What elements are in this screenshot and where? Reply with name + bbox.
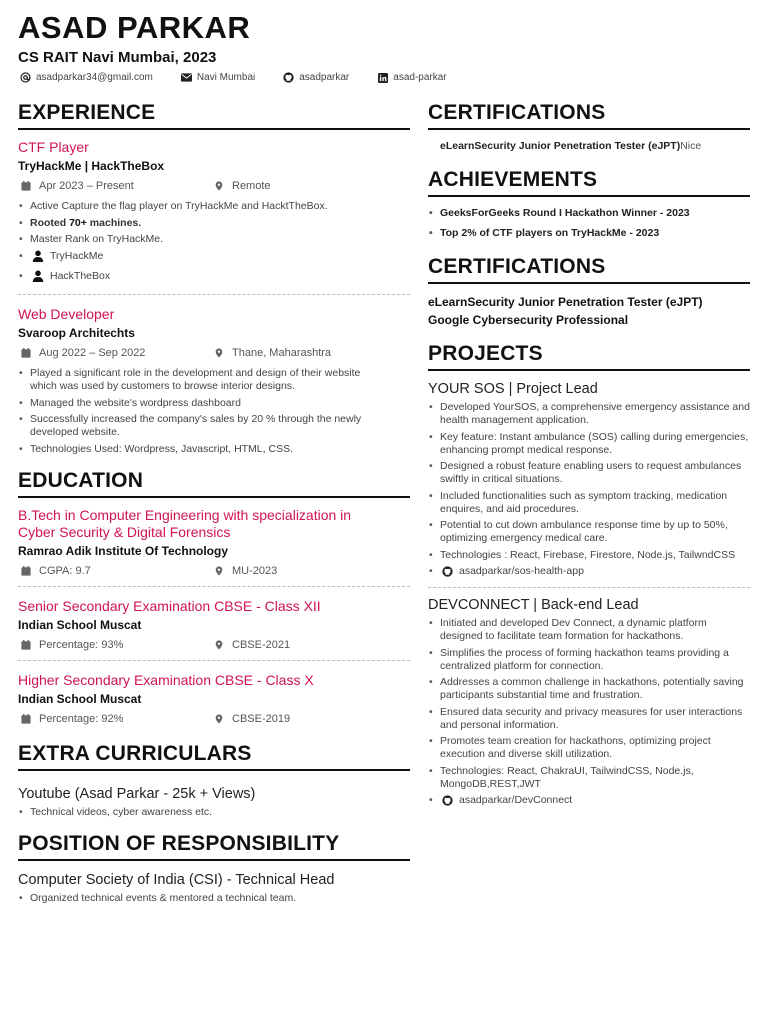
list-item: • Active Capture the flag player on TryHackMe and HacktTheBox. xyxy=(18,200,410,213)
certification-item: Google Cybersecurity Professional xyxy=(428,313,629,327)
list-item: • GeeksForGeeks Round I Hackathon Winner - 2023 xyxy=(428,206,750,220)
profile-link-tryhackme[interactable]: • TryHackMe xyxy=(18,250,410,267)
project-bullets xyxy=(428,617,750,810)
divider xyxy=(18,660,410,661)
education-meta xyxy=(18,638,410,652)
list-item: • Organized technical events & mentored a technical team. xyxy=(18,892,410,905)
calendar-icon xyxy=(21,181,31,191)
mail-icon xyxy=(181,72,192,83)
divider xyxy=(18,586,410,587)
contact-email-text: asadparkar34@gmail.com xyxy=(36,72,153,83)
extra-curriculars-heading: EXTRA CURRICULARS xyxy=(18,741,410,771)
education-board: MU-2023 xyxy=(232,564,278,577)
experience-location: Remote xyxy=(232,180,271,192)
experience-date: Apr 2023 – Present xyxy=(39,180,134,192)
achievements-list xyxy=(428,206,750,240)
list-item: • Rooted 70+ machines. xyxy=(18,217,410,230)
education-board: CBSE-2019 xyxy=(232,712,291,725)
location-pin-icon xyxy=(214,348,224,358)
certification-item: eLearnSecurity Junior Penetration Tester (eJPT)Nice xyxy=(440,140,702,152)
certification-item: eLearnSecurity Junior Penetration Tester (eJPT) xyxy=(428,295,703,309)
list-item: • Potential to cut down ambulance response time by up to 50%, optimizing emergency medical care. xyxy=(428,519,750,545)
education-score: Percentage: 92% xyxy=(39,712,124,725)
contact-location-text: Navi Mumbai xyxy=(196,72,256,83)
contact-bar xyxy=(20,72,475,83)
github-icon xyxy=(283,72,294,83)
projects-heading: PROJECTS xyxy=(428,341,750,371)
education-institution: Indian School Muscat xyxy=(18,617,142,632)
divider xyxy=(428,587,750,588)
location-pin-icon xyxy=(214,640,224,650)
list-item: • Managed the website's wordpress dashboard xyxy=(18,397,410,410)
education-institution: Ramrao Adik Institute Of Technology xyxy=(18,543,229,558)
education-degree: Higher Secondary Examination CBSE - Class X xyxy=(18,671,314,688)
candidate-subtitle: CS RAIT Navi Mumbai, 2023 xyxy=(18,49,217,66)
certifications-heading: CERTIFICATIONS xyxy=(428,100,750,130)
education-score: Percentage: 93% xyxy=(39,638,124,651)
list-item: • Included functionalities such as symptom tracking, medication enquires, and aid procedures. xyxy=(428,490,750,516)
responsibility-item-title: Computer Society of India (CSI) - Technical Head xyxy=(18,871,335,888)
list-item: • Top 2% of CTF players on TryHackMe - 2023 xyxy=(428,226,750,240)
experience-role: CTF Player xyxy=(18,139,89,155)
education-institution: Indian School Muscat xyxy=(18,691,142,706)
education-heading: EDUCATION xyxy=(18,468,410,498)
responsibility-bullets xyxy=(18,892,410,905)
user-icon xyxy=(32,250,44,262)
experience-date: Aug 2022 – Sep 2022 xyxy=(39,347,146,359)
list-item: • Technologies : React, Firebase, Firestore, Node.js, TailwndCSS xyxy=(428,549,750,562)
list-item: • Technologies: React, ChakraUI, TailwindCSS, Node.js, MongoDB,REST,JWT xyxy=(428,765,750,791)
divider xyxy=(18,294,410,295)
list-item: • Key feature: Instant ambulance (SOS) calling during emergencies, enhancing prompt medical response. xyxy=(428,431,750,457)
location-pin-icon xyxy=(214,714,224,724)
project-entry xyxy=(428,596,750,810)
experience-location: Thane, Maharashtra xyxy=(232,347,332,359)
github-icon xyxy=(442,566,453,577)
experience-org: Svaroop Architechts xyxy=(18,326,135,340)
experience-meta xyxy=(18,346,410,360)
experience-meta xyxy=(18,179,410,193)
education-entry xyxy=(18,672,410,726)
education-degree: Senior Secondary Examination CBSE - Class XII xyxy=(18,597,321,614)
calendar-icon xyxy=(21,348,31,358)
right-column xyxy=(428,100,750,814)
education-entry xyxy=(18,507,410,578)
list-item: • Played a significant role in the development and design of their website which was used by customers to browse interior designs. xyxy=(18,367,410,393)
location-pin-icon xyxy=(214,566,224,576)
list-item: • Initiated and developed Dev Connect, a dynamic platform designed to facilitate team formation for hackathons. xyxy=(428,617,750,643)
education-score: CGPA: 9.7 xyxy=(39,564,91,577)
education-degree: B.Tech in Computer Engineering with specialization in Cyber Security & Digital Forensics xyxy=(18,506,352,540)
list-item: • Successfully increased the company's sales by 20 % through the newly developed website. xyxy=(18,413,410,439)
profile-link-hackthebox[interactable]: • HackTheBox xyxy=(18,270,410,287)
responsibility-heading: POSITION OF RESPONSIBILITY xyxy=(18,831,410,861)
project-repo-link[interactable]: • asadparkar/sos-health-app xyxy=(428,565,750,581)
project-title: DEVCONNECT | Back-end Lead xyxy=(428,597,639,613)
at-icon xyxy=(20,72,31,83)
contact-linkedin-text: asad-parkar xyxy=(393,72,447,83)
candidate-name: ASAD PARKAR xyxy=(18,10,251,45)
extra-bullets xyxy=(18,806,410,819)
experience-entry xyxy=(18,306,410,456)
experience-bullets xyxy=(18,200,410,286)
experience-bullets xyxy=(18,367,410,456)
contact-email[interactable] xyxy=(20,72,153,83)
contact-linkedin[interactable] xyxy=(377,72,446,83)
list-item: • Addresses a common challenge in hackathons, potentially saving participants substantial time and frustration. xyxy=(428,676,750,702)
extra-item-title: Youtube (Asad Parkar - 25k + Views) xyxy=(18,785,256,802)
left-column xyxy=(18,100,410,908)
education-meta xyxy=(18,564,410,578)
list-item: • Designed a robust feature enabling users to request ambulances swiftly in critical situations. xyxy=(428,460,750,486)
contact-location xyxy=(181,72,255,83)
experience-role: Web Developer xyxy=(18,306,115,322)
project-entry xyxy=(428,380,750,581)
contact-github[interactable] xyxy=(283,72,349,83)
project-title: YOUR SOS | Project Lead xyxy=(428,381,598,397)
list-item: • Technical videos, cyber awareness etc. xyxy=(18,806,410,819)
certifications-heading-2: CERTIFICATIONS xyxy=(428,254,750,284)
location-pin-icon xyxy=(214,181,224,191)
education-entry xyxy=(18,598,410,652)
experience-org: TryHackMe | HackTheBox xyxy=(18,159,165,173)
list-item: • Promotes team creation for hackathons, optimizing project execution and diverse skill utilization. xyxy=(428,735,750,761)
experience-entry xyxy=(18,139,410,286)
achievements-heading: ACHIEVEMENTS xyxy=(428,167,750,197)
list-item: • Technologies Used: Wordpress, Javascript, HTML, CSS. xyxy=(18,443,410,456)
contact-github-text: asadparkar xyxy=(299,72,350,83)
experience-heading: EXPERIENCE xyxy=(18,100,410,130)
user-icon xyxy=(32,270,44,282)
linkedin-icon xyxy=(377,72,388,83)
github-icon xyxy=(442,795,453,806)
calendar-icon xyxy=(21,714,31,724)
list-item: • Developed YourSOS, a comprehensive emergency assistance and health management application. xyxy=(428,401,750,427)
list-item: • Master Rank on TryHackMe. xyxy=(18,233,410,246)
education-board: CBSE-2021 xyxy=(232,638,291,651)
list-item: • Simplifies the process of forming hackathon teams providing a centralized platform for connection. xyxy=(428,647,750,673)
list-item: • Ensured data security and privacy measures for user interactions and personal information. xyxy=(428,706,750,732)
education-meta xyxy=(18,712,410,726)
project-bullets xyxy=(428,401,750,581)
project-repo-link[interactable]: • asadparkar/DevConnect xyxy=(428,794,750,810)
calendar-icon xyxy=(21,566,31,576)
calendar-icon xyxy=(21,640,31,650)
